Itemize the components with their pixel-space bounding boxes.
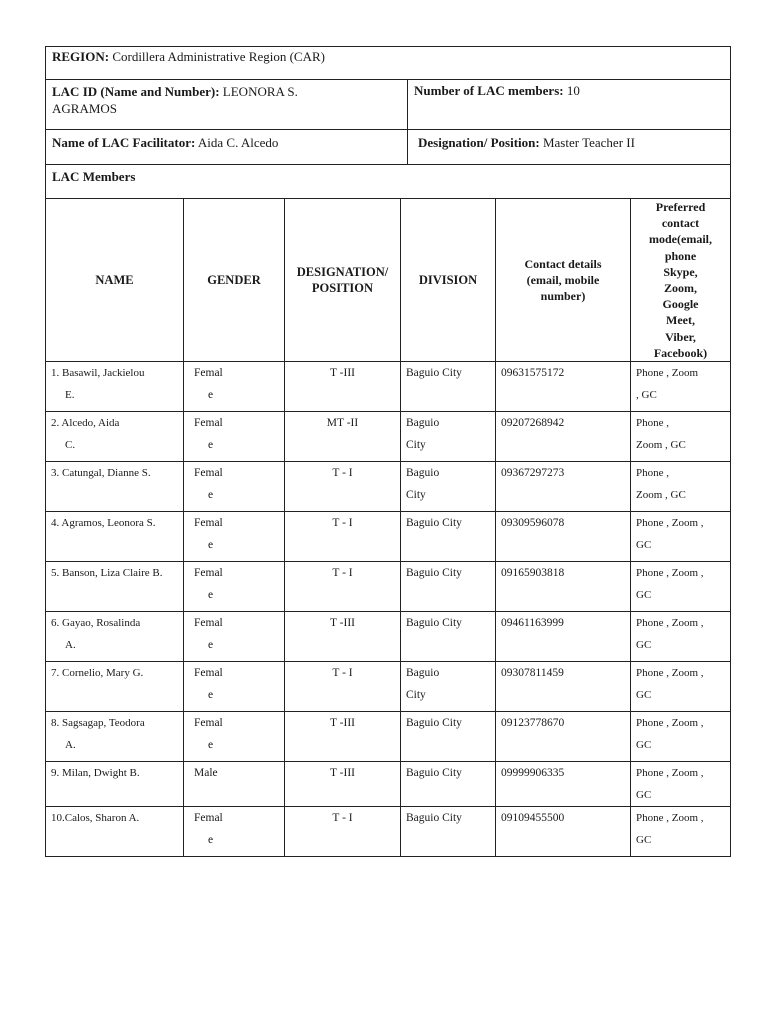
member-gender: Femal e	[184, 562, 285, 612]
member-contact-mode: Phone , Zoom , GC	[631, 512, 731, 562]
col-header-division: DIVISION	[401, 199, 496, 362]
col-header-gender: GENDER	[184, 199, 285, 362]
column-header-row	[46, 199, 731, 362]
member-contact-mode: Phone , Zoom , GC	[631, 762, 731, 807]
table-row	[46, 512, 731, 562]
member-gender: Male	[184, 762, 285, 807]
member-contact-mode: Phone , Zoom , GC	[631, 412, 731, 462]
region-label: REGION:	[52, 49, 110, 64]
member-division: Baguio City	[401, 462, 496, 512]
member-contact: 09165903818	[496, 562, 631, 612]
member-name: 4. Agramos, Leonora S.	[46, 512, 184, 562]
members-count-value: 10	[566, 83, 580, 98]
member-designation: T - I	[285, 462, 401, 512]
member-contact-mode: Phone , Zoom , GC	[631, 807, 731, 857]
member-division: Baguio City	[401, 807, 496, 857]
lac-id-value-line1: LEONORA S.	[222, 84, 298, 99]
table-row	[46, 562, 731, 612]
col-header-contact: Contact details (email, mobile number)	[496, 199, 631, 362]
member-division: Baguio City	[401, 612, 496, 662]
member-gender: Femal e	[184, 712, 285, 762]
table-row	[46, 712, 731, 762]
member-contact-mode: Phone , Zoom , GC	[631, 612, 731, 662]
member-contact-mode: Phone , Zoom , GC	[631, 362, 731, 412]
member-division: Baguio City	[401, 512, 496, 562]
table-row	[46, 612, 731, 662]
table-row	[46, 362, 731, 412]
member-gender: Femal e	[184, 462, 285, 512]
member-gender: Femal e	[184, 412, 285, 462]
member-designation: T -III	[285, 362, 401, 412]
col-header-designation: DESIGNATION/ POSITION	[285, 199, 401, 362]
member-contact-mode: Phone , Zoom , GC	[631, 712, 731, 762]
member-designation: T -III	[285, 612, 401, 662]
col-header-name: NAME	[46, 199, 184, 362]
member-contact: 09461163999	[496, 612, 631, 662]
member-division: Baguio City	[401, 662, 496, 712]
members-title-row	[46, 165, 731, 199]
member-name: 9. Milan, Dwight B.	[46, 762, 184, 807]
member-name: 2. Alcedo, Aida C.	[46, 412, 184, 462]
member-designation: T - I	[285, 512, 401, 562]
designation-label: Designation/ Position:	[418, 135, 540, 150]
region-value: Cordillera Administrative Region (CAR)	[112, 49, 325, 64]
member-name: 10.Calos, Sharon A.	[46, 807, 184, 857]
member-designation: T - I	[285, 662, 401, 712]
lac-header-table	[45, 46, 731, 199]
table-row	[46, 807, 731, 857]
member-division: Baguio City	[401, 362, 496, 412]
facilitator-label: Name of LAC Facilitator:	[52, 135, 196, 150]
member-contact: 09207268942	[496, 412, 631, 462]
member-contact: 09367297273	[496, 462, 631, 512]
member-division: Baguio City	[401, 712, 496, 762]
member-division: Baguio City	[401, 562, 496, 612]
member-contact: 09999906335	[496, 762, 631, 807]
member-rows	[46, 362, 731, 857]
member-contact-mode: Phone , Zoom , GC	[631, 662, 731, 712]
lac-id-label: LAC ID (Name and Number):	[52, 84, 220, 99]
members-count-label: Number of LAC members:	[414, 83, 564, 98]
member-gender: Femal e	[184, 612, 285, 662]
member-division: Baguio City	[401, 762, 496, 807]
member-designation: T -III	[285, 762, 401, 807]
facilitator-row	[46, 130, 731, 165]
member-division: Baguio City	[401, 412, 496, 462]
designation-value: Master Teacher II	[542, 135, 635, 150]
member-designation: MT -II	[285, 412, 401, 462]
table-row	[46, 662, 731, 712]
member-contact-mode: Phone , Zoom , GC	[631, 562, 731, 612]
member-contact: 09307811459	[496, 662, 631, 712]
members-table	[45, 198, 731, 857]
member-name: 7. Cornelio, Mary G.	[46, 662, 184, 712]
col-header-contact-mode: Preferred contact mode(email, phone Skype, Zoom, Google Meet, Viber, Facebook)	[631, 199, 731, 362]
lac-id-value-line2: AGRAMOS	[52, 101, 118, 116]
table-row	[46, 412, 731, 462]
region-row	[46, 47, 731, 80]
member-contact: 09631575172	[496, 362, 631, 412]
member-gender: Femal e	[184, 362, 285, 412]
member-gender: Femal e	[184, 512, 285, 562]
table-row	[46, 462, 731, 512]
member-name: 5. Banson, Liza Claire B.	[46, 562, 184, 612]
lac-id-row	[46, 80, 731, 130]
member-contact: 09309596078	[496, 512, 631, 562]
member-designation: T - I	[285, 562, 401, 612]
member-designation: T - I	[285, 807, 401, 857]
member-name: 6. Gayao, Rosalinda A.	[46, 612, 184, 662]
member-contact: 09123778670	[496, 712, 631, 762]
member-gender: Femal e	[184, 807, 285, 857]
member-contact-mode: Phone , Zoom , GC	[631, 462, 731, 512]
member-name: 3. Catungal, Dianne S.	[46, 462, 184, 512]
member-designation: T -III	[285, 712, 401, 762]
members-title: LAC Members	[46, 165, 731, 199]
member-name: 8. Sagsagap, Teodora A.	[46, 712, 184, 762]
table-row	[46, 762, 731, 807]
member-gender: Femal e	[184, 662, 285, 712]
facilitator-value: Aida C. Alcedo	[197, 135, 279, 150]
member-contact: 09109455500	[496, 807, 631, 857]
lac-form-sheet	[45, 46, 730, 857]
member-name: 1. Basawil, Jackielou E.	[46, 362, 184, 412]
